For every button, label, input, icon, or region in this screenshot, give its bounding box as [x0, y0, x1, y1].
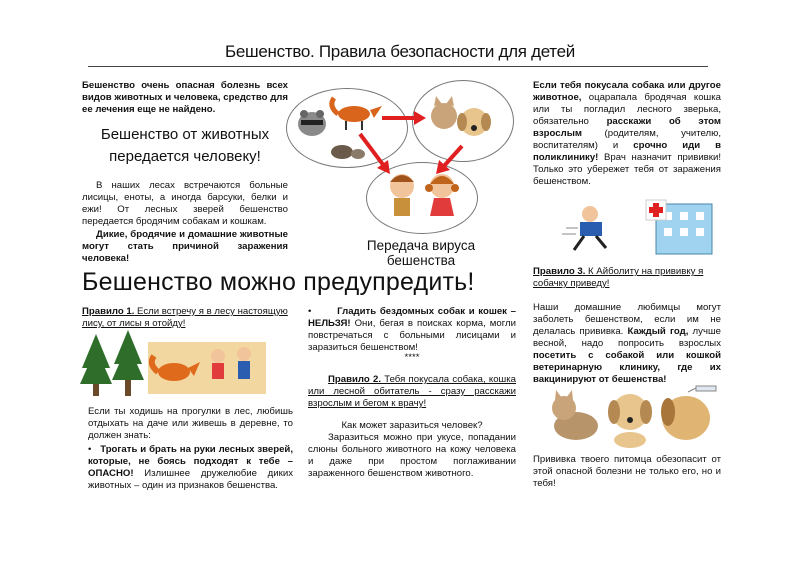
dog-icon [457, 108, 491, 136]
puppy-icon [608, 394, 652, 448]
stars-divider: **** [404, 352, 420, 363]
bite-advice-bold: Если тебя покусала собака или другое животное, [533, 80, 721, 103]
stray-pets-bullet-rest: Они, бегая в поисках корма, могли повстречаться с больными лисицами и заразиться бешенством! [308, 318, 516, 353]
bite-advice-part-a: оцарапала бродячая кошка или ты погладил лесного зверька, обязательно [533, 92, 721, 127]
hedgehog-icon [331, 145, 365, 159]
transmission-diagram [284, 74, 524, 274]
raccoon-icon [298, 110, 326, 136]
running-boy-icon [562, 206, 606, 250]
wild-animals-bullet-bold: Трогать и брать на руки лесных зверей, которые, не боясь подходят к тебе – ОПАСНО! [88, 444, 294, 479]
boy-icon [390, 174, 414, 216]
rule1-text [82, 306, 292, 330]
infection-question: Как может заразиться человек? [341, 420, 483, 431]
cat-icon [552, 390, 598, 440]
girl-icon [425, 174, 459, 216]
bite-advice-part-b: расскажи об этом взрослым [533, 116, 721, 139]
forest-fox-picture [78, 328, 268, 398]
wild-animals-bullet-rest: Излишнее дружелюбие диких животных – один из признаков бешенства. [88, 468, 293, 491]
title-underline [88, 66, 708, 67]
dog-with-syringe-icon [661, 386, 716, 440]
prevention-heading: Бешенство можно предупредить! [82, 268, 475, 296]
bite-advice-part-d: срочно иди в поликлинику! [533, 140, 721, 163]
vaccination-part-a: Наши домашние любимцы могут заболеть бешенством, если им не делалась прививка. [533, 302, 721, 337]
left-heading-line1: Бешенство от животных [100, 126, 270, 143]
bite-advice-text [533, 80, 721, 188]
stray-pets-bullet: • Гладить бездомных собак и кошек – НЕЛЬЗЯ! Они, бегая в поисках корма, могли повстречаться с больными лисицами и заразиться бешенством! [308, 306, 516, 353]
wild-animals-bullet: • Трогать и брать на руки лесных зверей, которые, не боясь подходят к тебе – ОПАСНО! Излишнее дружелюбие диких животных – один из признаков бешенства. [88, 444, 294, 491]
cat-icon [431, 96, 457, 129]
infection-answer: Заразиться можно при укусе, попадании слюны больного животного на кожу человека и даже при простом поглаживании зараженного бешенством животного. [308, 432, 516, 479]
running-to-hospital-picture [560, 198, 720, 258]
vaccination-part-d: посетить с собакой или кошкой ветеринарную клинику, где их вакцинируют от бешенства! [533, 350, 721, 385]
fox-icon [332, 98, 382, 130]
left-heading [82, 124, 288, 168]
diagram-caption: Передача вируса бешенства [366, 238, 476, 268]
final-note: Прививка твоего питомца обезопасит от этой опасной болезни не только его, но и тебя! [533, 454, 721, 489]
left-heading-line2: передается человеку! [109, 148, 261, 165]
stray-text: Дикие, бродячие и домашние животные могут стать причиной заражения человека! [82, 229, 288, 264]
rule1-body: Если встречу я в лесу настоящую лису, от лисы я отойду! [82, 306, 288, 329]
stray-pets-bullet-bold: Гладить бездомных собак и кошек – НЕЛЬЗЯ! [308, 306, 516, 329]
vet-pets-picture [548, 378, 720, 450]
walks-text: Если ты ходишь на прогулки в лес, любишь отдыхать на даче или живешь в деревне, то должен знать: [88, 406, 293, 441]
bite-advice-part-e: Врач назначит прививки! Только это убережет тебя от заражения бешенством. [533, 152, 721, 187]
vaccination-part-b: Каждый год, [627, 326, 689, 337]
rule2-body: Тебя покусала собака, кошка или лесной обитатель - сразу расскажи взрослым и бегом к врачу! [308, 374, 516, 409]
page-title: Бешенство. Правила безопасности для детей [225, 42, 575, 61]
tree-icon [80, 330, 144, 396]
vaccination-part-c: лучше весной, надо попросить взрослых [533, 326, 721, 349]
rule3-text [533, 266, 721, 290]
bite-advice-part-c: (родителям, учителю, воспитателям) и [533, 128, 721, 151]
forest-text: В наших лесах встречаются больные лисицы, еноты, а иногда барсуки, белки и ежи! От лесных зверей бешенство передается бродячим собакам и кошкам. [82, 180, 288, 227]
rule1-label: Правило 1. [82, 306, 135, 317]
rule2-label: Правило 2. [328, 374, 381, 385]
rule2-text [308, 374, 516, 410]
intro-text: Бешенство очень опасная болезнь всех видов животных и человека, средство для ее лечения еще не найдено. [82, 80, 288, 115]
rule3-body: К Айболиту на прививку я собачку приведу! [533, 266, 704, 289]
vaccination-text [533, 302, 721, 386]
hospital-icon [646, 200, 712, 254]
rule3-label: Правило 3. [533, 266, 586, 277]
